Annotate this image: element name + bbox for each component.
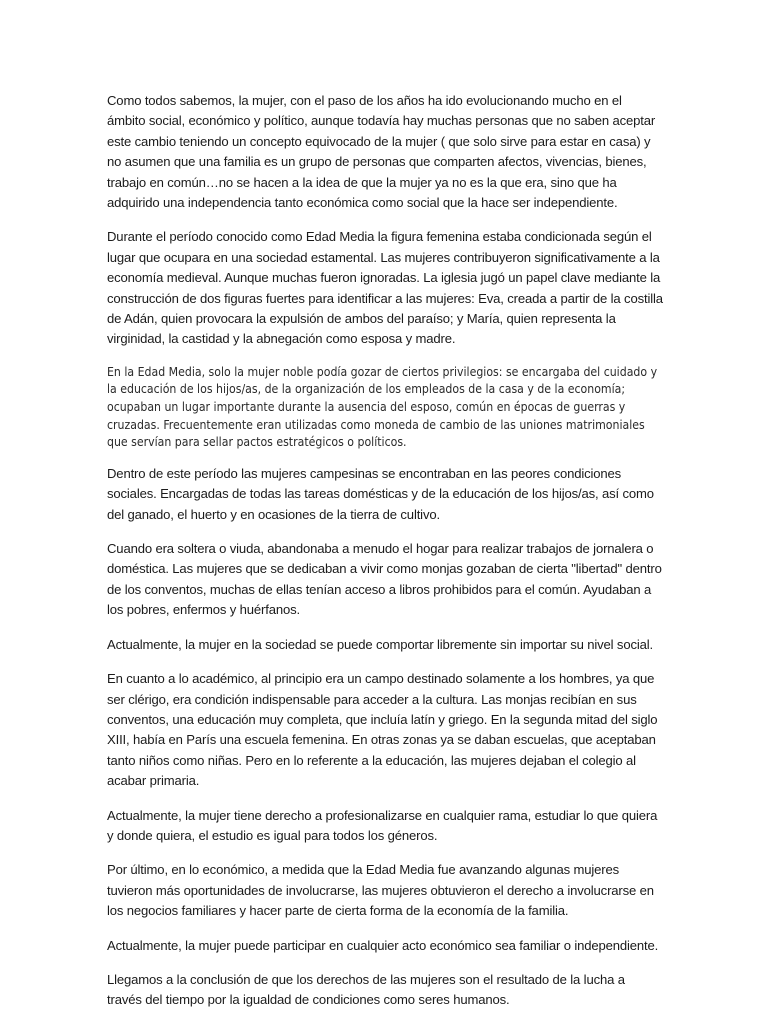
paragraph-economico: Por último, en lo económico, a medida que la Edad Media fue avanzando algunas mujeres tuvieron más oportunidades de involucrarse, las mujeres obtuvieron el derecho a involucrarse en los negocios familiares y hacer parte de cierta forma de la economía de la familia. — [107, 862, 654, 919]
paragraph-mujer-noble: En la Edad Media, solo la mujer noble podía gozar de ciertos privilegios: se encargaba del cuidado y la educación de los hijos/as, de la organización de los empleados de la casa y de la economía; ocupaban un lugar importante durante la ausencia del esposo, común en épocas de guerras y cruzadas. Frecuentemente eran utilizadas como moneda de cambio de las uniones matrimoniales que servían para sellar pactos estratégicos o políticos. — [107, 364, 658, 450]
paragraph-actualmente-economico: Actualmente, la mujer puede participar en cualquier acto económico sea familiar o independiente. — [107, 937, 659, 953]
paragraph-actualmente-social: Actualmente, la mujer en la sociedad se puede comportar libremente sin importar su nivel social. — [107, 636, 653, 652]
paragraph-soltera-viuda: Cuando era soltera o viuda, abandonaba a menudo el hogar para realizar trabajos de jornalera o doméstica. Las mujeres que se dedicaban a vivir como monjas gozaban de cierta "libertad" dentro de los conventos, muchas de ellas tenían acceso a libros prohibidos para el común. Ayudaban a los pobres, enfermos y huérfanos. — [107, 541, 662, 618]
paragraph-actualmente-estudio: Actualmente, la mujer tiene derecho a profesionalizarse en cualquier rama, estudiar lo que quiera y donde quiera, el estudio es igual para todos los géneros. — [107, 807, 658, 843]
document-body — [107, 91, 663, 1025]
paragraph-mujeres-campesinas: Dentro de este período las mujeres campesinas se encontraban en las peores condiciones sociales. Encargadas de todas las tareas domésticas y de la educación de los hijos/as, así como del ganado, el huerto y en ocasiones de la tierra de cultivo. — [107, 465, 654, 522]
paragraph-conclusion: Llegamos a la conclusión de que los derechos de las mujeres son el resultado de la lucha a través del tiempo por la igualdad de condiciones como seres humanos. — [107, 971, 625, 1008]
paragraph-edad-media: Durante el período conocido como Edad Media la figura femenina estaba condicionada según el lugar que ocupara en una sociedad estamental. Las mujeres contribuyeron significativamente a la economía medieval. Aunque muchas fueron ignoradas. La iglesia jugó un papel clave mediante la construcción de dos figuras fuertes para identificar a las mujeres: Eva, creada a partir de la costilla de Adán, quien provocara la expulsión de ambos del paraíso; y María, quien representa la virginidad, la castidad y la abnegación como esposa y madre. — [107, 229, 663, 347]
paragraph-intro: Como todos sabemos, la mujer, con el paso de los años ha ido evolucionando mucho en el ámbito social, económico y político, aunque todavía hay muchas personas que no saben aceptar este cambio teniendo un concepto equivocado de la mujer ( que solo sirve para estar en casa) y no asumen que una familia es un grupo de personas que comparten afectos, vivencias, bienes, trabajo en común…no se hacen a la idea de que la mujer ya no es la que era, sino que ha adquirido una independencia tanto económica como social que la hace ser independiente. — [107, 93, 656, 211]
paragraph-academico: En cuanto a lo académico, al principio era un campo destinado solamente a los hombres, ya que ser clérigo, era condición indispensable para acceder a la cultura. Las monjas recibían en sus conventos, una educación muy completa, que incluía latín y griego. En la segunda mitad del siglo XIII, había en París una escuela femenina. En otras zonas ya se daban escuelas, que aceptaban tanto niños como niñas. Pero en lo referente a la educación, las mujeres dejaban el colegio al acabar primaria. — [107, 671, 658, 789]
